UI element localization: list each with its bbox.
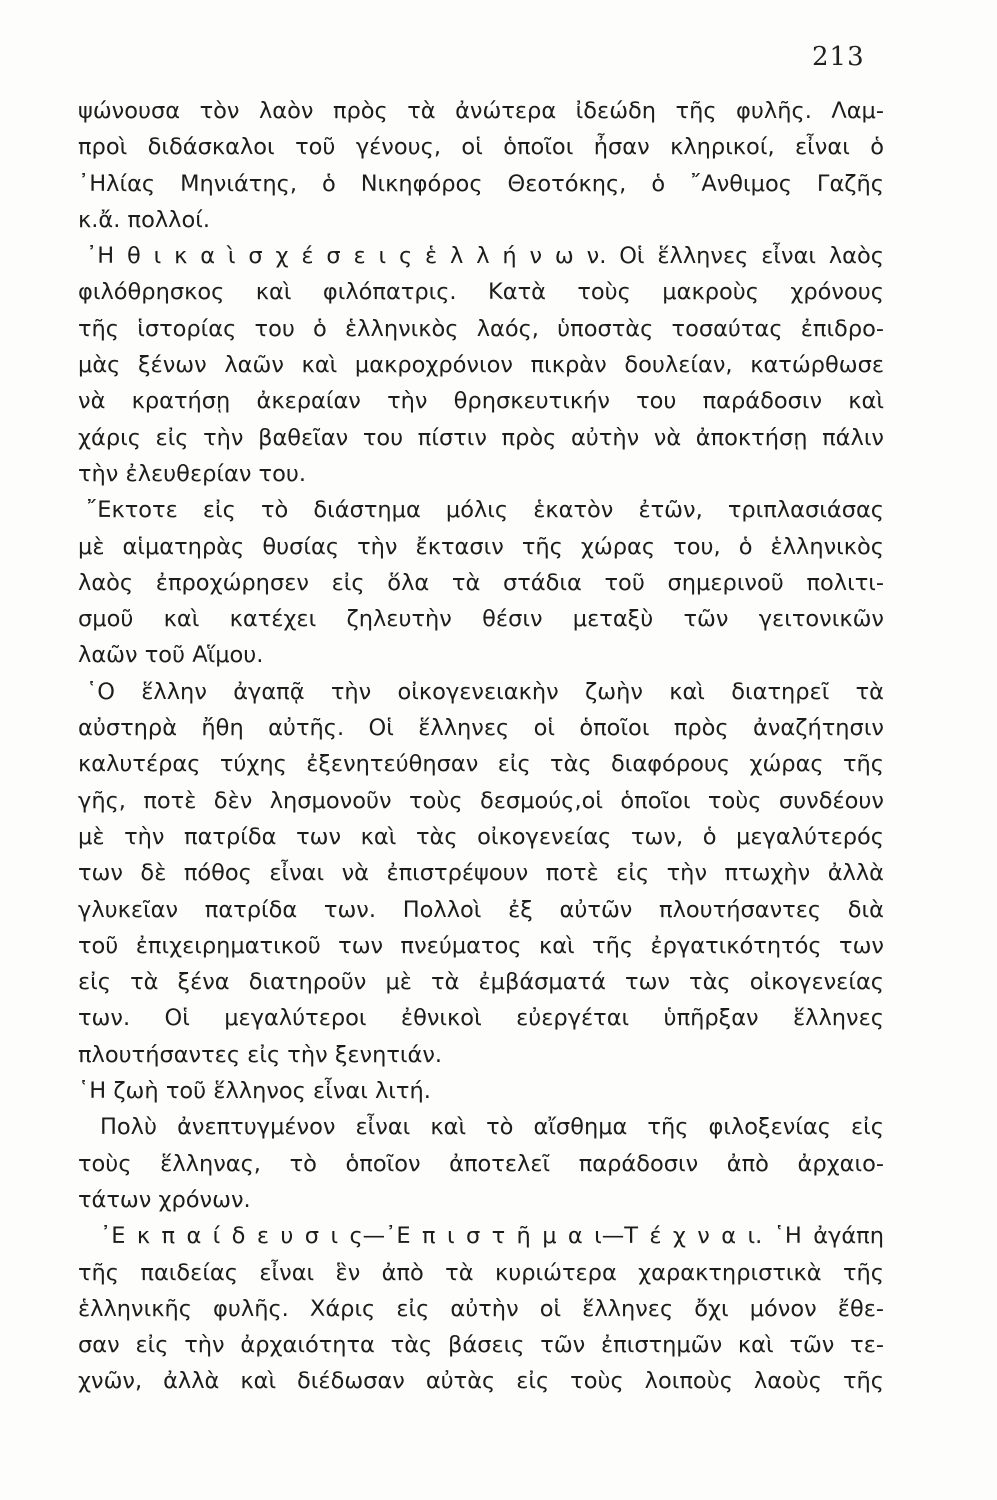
text-line: φιλόθρησκος καὶ φιλόπατρις. Κατὰ τοὺς μακροὺς χρόνους xyxy=(78,279,884,306)
text-line: των. Οἱ μεγαλύτεροι ἐθνικοὶ εὐεργέται ὑπῆρξαν ἕλληνες xyxy=(78,1005,884,1032)
text-line: ψώνουσα τὸν λαὸν πρὸς τὰ ἀνώτερα ἰδεώδη τῆς φυλῆς. Λαμ- xyxy=(78,98,884,124)
text-line: ᾿Ηλίας Μηνιάτης, ὁ Νικηφόρος Θεοτόκης, ὁ ῎Ανθιμος Γαζῆς xyxy=(78,170,884,197)
text-line: ἑλληνικῆς φυλῆς. Χάρις εἰς αὐτὴν οἱ ἕλληνες ὄχι μόνον ἔθε- xyxy=(78,1295,884,1322)
text-line: τοὺς ἕλληνας, τὸ ὁποῖον ἀποτελεῖ παράδοσιν ἀπὸ ἀρχαιο- xyxy=(78,1150,884,1177)
text-line: τὴν ἐλευθερίαν του. xyxy=(78,460,307,487)
text-line: σμοῦ καὶ κατέχει ζηλευτὴν θέσιν μεταξὺ τῶν γειτονικῶν xyxy=(78,606,884,633)
text-line: γλυκεῖαν πατρίδα των. Πολλοὶ ἐξ αὐτῶν πλουτήσαντες διὰ xyxy=(78,896,884,923)
text-line: χνῶν, ἀλλὰ καὶ διέδωσαν αὐτὰς εἰς τοὺς λοιποὺς λαοὺς τῆς xyxy=(78,1368,884,1395)
paragraph-start-line: Πολὺ ἀνεπτυγμένον εἶναι καὶ τὸ αἴσθημα τῆς φιλοξενίας εἰς xyxy=(100,1114,884,1141)
body-text xyxy=(78,93,884,1400)
text-line: νὰ κρατήσῃ ἀκεραίαν τὴν θρησκευτικήν του παράδοσιν καὶ xyxy=(78,388,884,415)
text-line: μὲ αἱματηρὰς θυσίας τὴν ἔκτασιν τῆς χώρας του, ὁ ἑλληνικὸς xyxy=(78,533,884,560)
text-line: λαῶν τοῦ Αἵμου. xyxy=(78,642,264,669)
text-line: χάρις εἰς τὴν βαθεῖαν του πίστιν πρὸς αὐτὴν νὰ ἀποκτήσῃ πάλιν xyxy=(78,424,884,451)
text-line: καλυτέρας τύχης ἐξενητεύθησαν εἰς τὰς διαφόρους χώρας τῆς xyxy=(78,751,884,778)
text-line: εἰς τὰ ξένα διατηροῦν μὲ τὰ ἐμβάσματά των τὰς οἰκογενείας xyxy=(78,969,884,996)
text-line: τάτων χρόνων. xyxy=(78,1186,251,1213)
text-line: μὰς ξένων λαῶν καὶ μακροχρόνιον πικρὰν δουλείαν, κατώρθωσε xyxy=(78,352,884,379)
text-line: αὐστηρὰ ἤθη αὐτῆς. Οἱ ἕλληνες οἱ ὁποῖοι πρὸς ἀναζήτησιν xyxy=(78,715,884,742)
text-line: τοῦ ἐπιχειρηματικοῦ των πνεύματος καὶ τῆς ἐργατικότητός των xyxy=(78,932,884,959)
text-line: κ.ἄ. πολλοί. xyxy=(78,206,211,233)
paragraph-start-line: ῎Εκτοτε εἰς τὸ διάστημα μόλις ἑκατὸν ἐτῶν, τριπλασιάσας xyxy=(86,497,884,524)
text-line: προὶ διδάσκαλοι τοῦ γένους, οἱ ὁποῖοι ἦσαν κληρικοί, εἶναι ὁ xyxy=(78,134,884,161)
text-line: πλουτήσαντες εἰς τὴν ξενητιάν. xyxy=(78,1041,443,1068)
paragraph-start-line: ῾Ο ἕλλην ἀγαπᾷ τὴν οἰκογενειακὴν ζωὴν καὶ διατηρεῖ τὰ xyxy=(86,678,884,705)
text-line: λαὸς ἐπροχώρησεν εἰς ὅλα τὰ στάδια τοῦ σημερινοῦ πολιτι- xyxy=(78,569,884,596)
section-heading-line: ᾿Η θ ι κ α ὶ σ χ έ σ ε ι ς ἑ λ λ ή ν ω ν. Οἱ ἕλληνες εἶναι λαὸς xyxy=(86,243,884,270)
section-heading-line: ᾿Ε κ π α ί δ ε υ σ ι ς—᾿Ε π ι σ τ ῆ μ α ι—Τ έ χ ν α ι. ῾Η ἀγάπη xyxy=(100,1223,884,1250)
text-line: των δὲ πόθος εἶναι νὰ ἐπιστρέψουν ποτὲ εἰς τὴν πτωχὴν ἀλλὰ xyxy=(78,860,884,887)
text-line: σαν εἰς τὴν ἀρχαιότητα τὰς βάσεις τῶν ἐπιστημῶν καὶ τῶν τε- xyxy=(78,1332,884,1359)
paragraph-start-line: ῾Η ζωὴ τοῦ ἕλληνος εἶναι λιτή. xyxy=(78,1078,431,1105)
text-line: γῆς, ποτὲ δὲν λησμονοῦν τοὺς δεσμούς,οἱ ὁποῖοι τοὺς συνδέουν xyxy=(78,787,884,814)
page-number: 213 xyxy=(812,42,865,72)
text-line: τῆς ἱστορίας του ὁ ἑλληνικὸς λαός, ὑποστὰς τοσαύτας ἐπιδρο- xyxy=(78,315,884,342)
text-line: τῆς παιδείας εἶναι ἓν ἀπὸ τὰ κυριώτερα χαρακτηριστικὰ τῆς xyxy=(78,1259,884,1286)
text-line: μὲ τὴν πατρίδα των καὶ τὰς οἰκογενείας των, ὁ μεγαλύτερός xyxy=(78,823,884,850)
